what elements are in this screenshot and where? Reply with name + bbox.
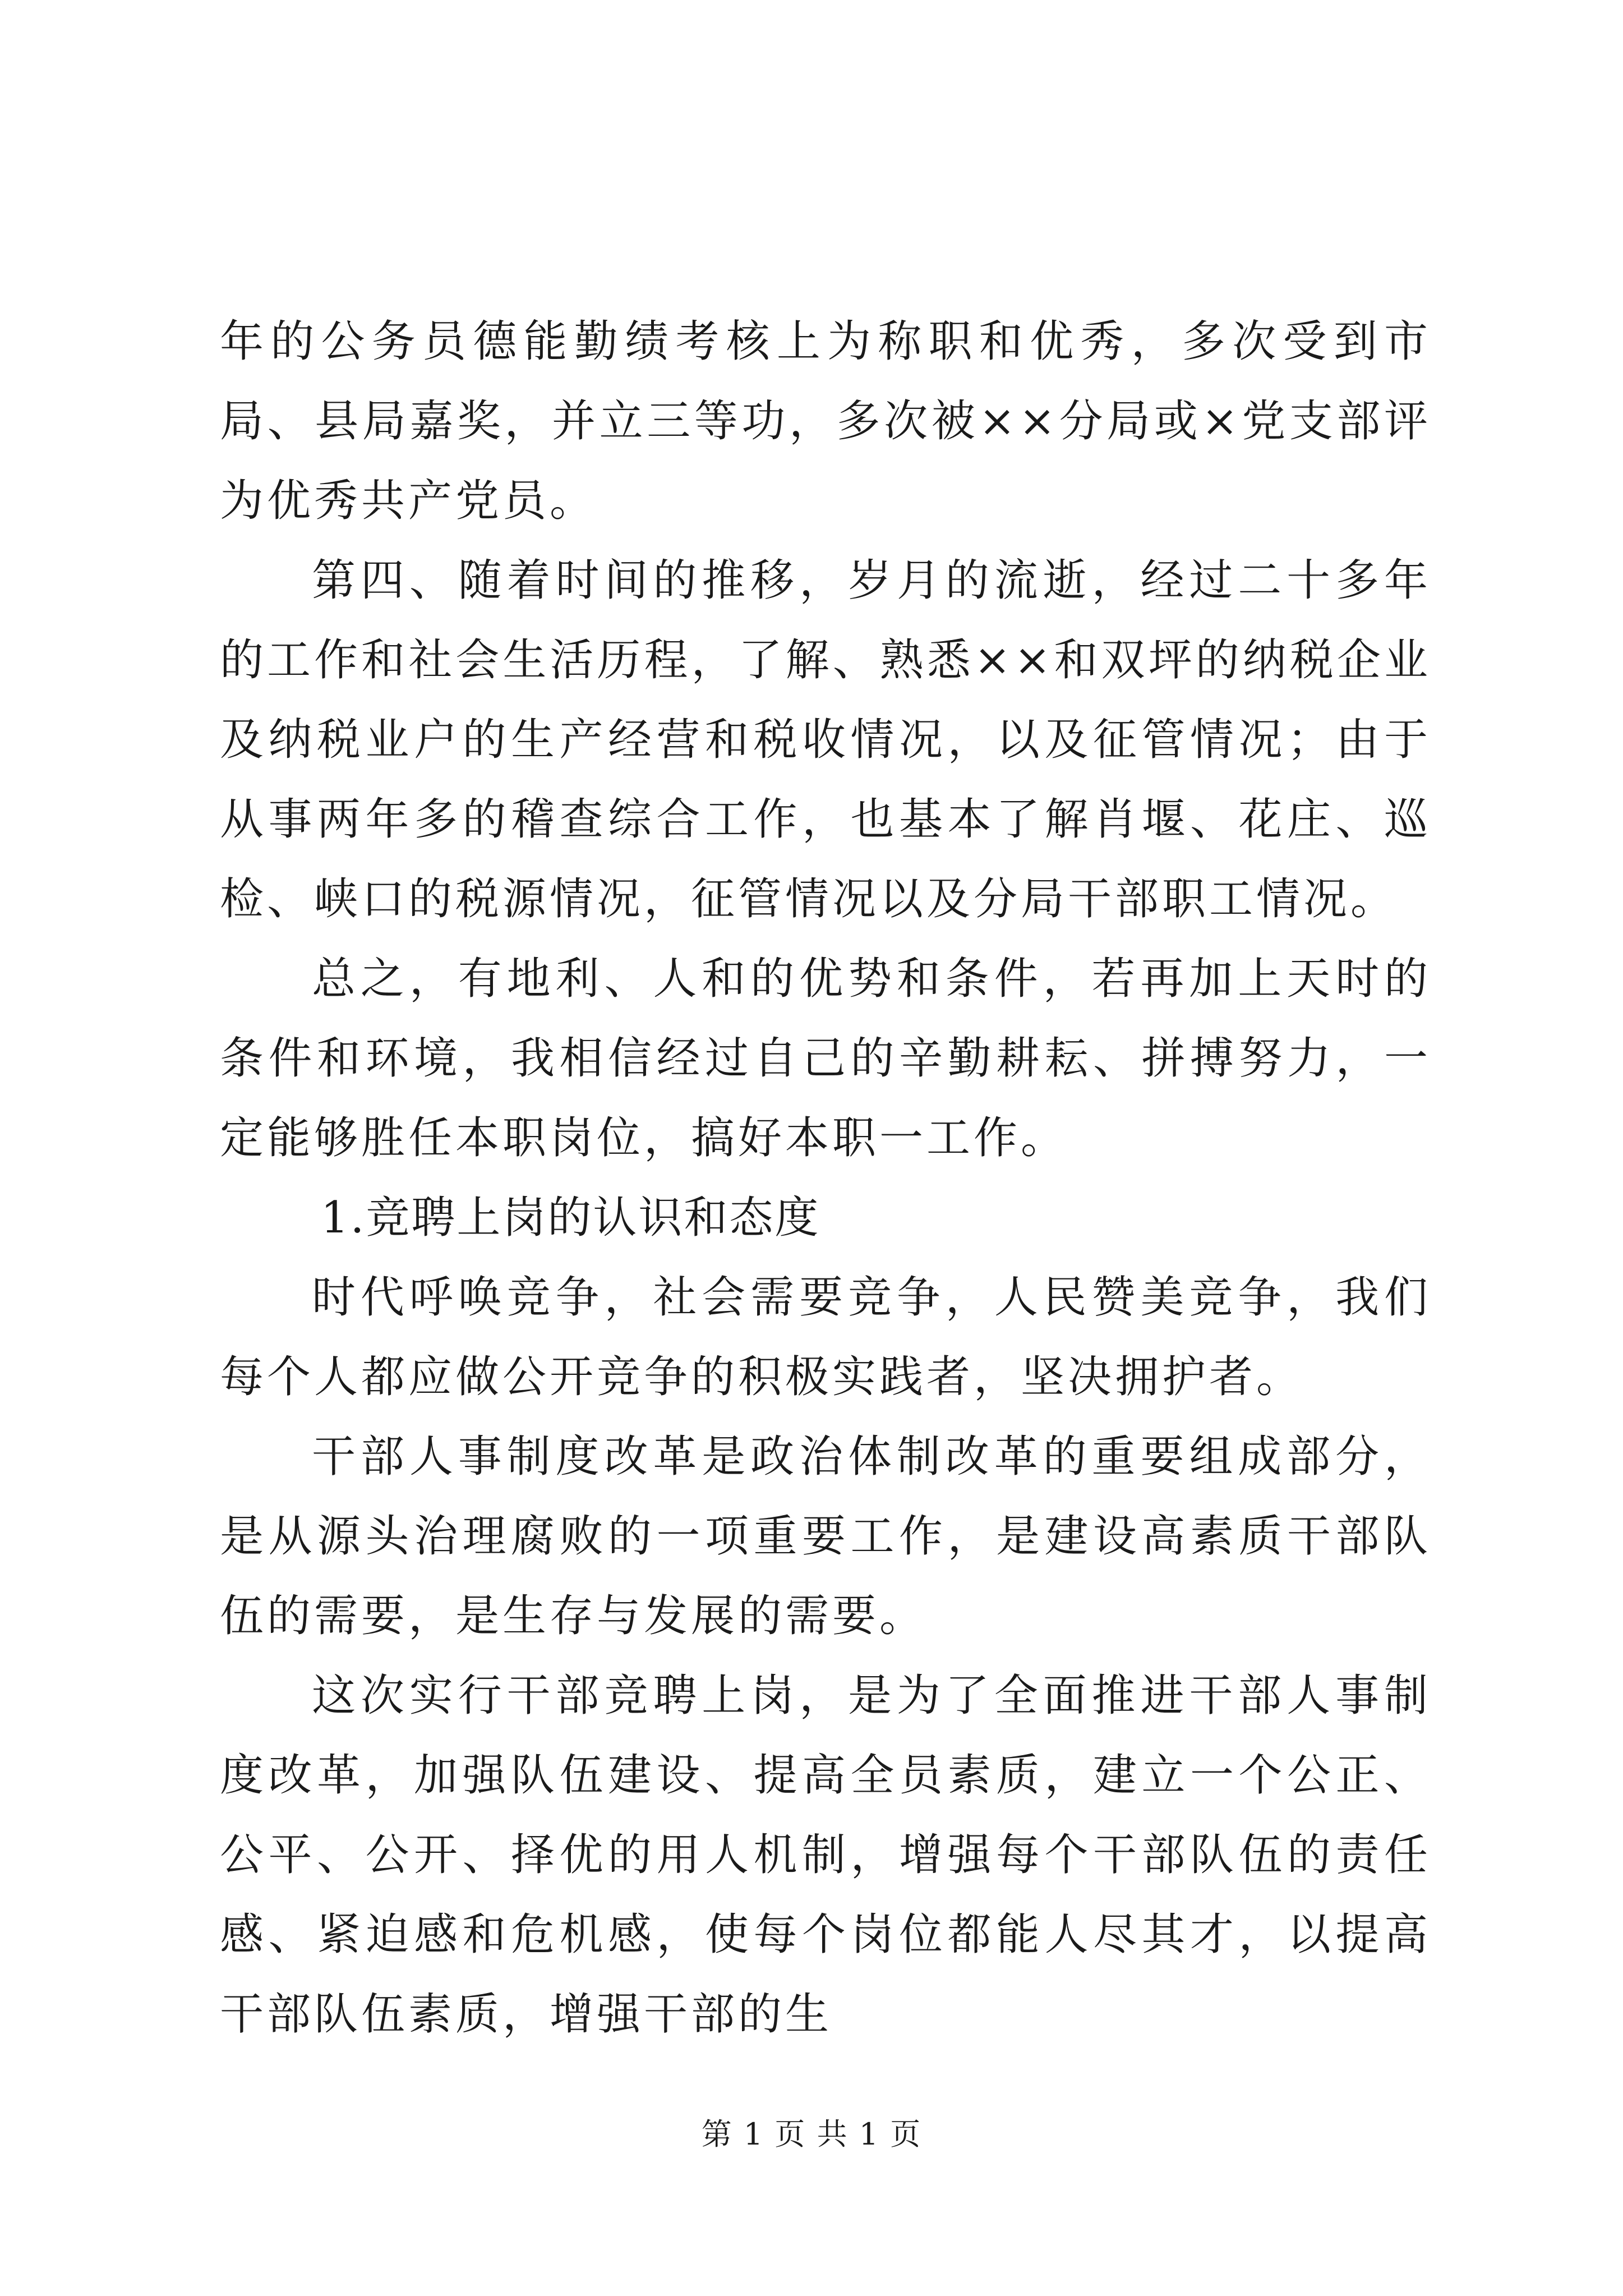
section-heading: 1.竞聘上岗的认识和态度: [321, 1193, 820, 1243]
document-body: [220, 302, 1431, 2054]
page-footer: 第 1 页 共 1 页: [701, 2116, 922, 2152]
paragraph-2: 第四、随着时间的推移，岁月的流逝，经过二十多年的工作和社会生活历程，了解、熟悉××和双坪的纳税企业及纳税业户的生产经营和税收情况，以及征管情况；由于从事两年多的稽查综合工作，也基本了解肖堰、花庄、巡检、峡口的税源情况，征管情况以及分局干部职工情况。: [220, 555, 1431, 924]
paragraph-6: 这次实行干部竞聘上岗，是为了全面推进干部人事制度改革，加强队伍建设、提高全员素质，建立一个公正、公平、公开、择优的用人机制，增强每个干部队伍的责任感、紧迫感和危机感，使每个岗位都能人尽其才，以提高干部队伍素质，增强干部的生: [220, 1671, 1431, 2040]
paragraph-4: 时代呼唤竞争，社会需要竞争，人民赞美竞争，我们每个人都应做公开竞争的积极实践者，坚决拥护者。: [220, 1272, 1431, 1402]
paragraph-3: 总之，有地利、人和的优势和条件，若再加上天时的条件和环境，我相信经过自己的辛勤耕耘、拼搏努力，一定能够胜任本职岗位，搞好本职一工作。: [220, 954, 1431, 1163]
paragraph-1: 年的公务员德能勤绩考核上为称职和优秀，多次受到市局、县局嘉奖，并立三等功，多次被××分局或×党支部评为优秀共产党员。: [220, 316, 1431, 526]
paragraph-5: 干部人事制度改革是政治体制改革的重要组成部分，是从源头治理腐败的一项重要工作，是建设高素质干部队伍的需要，是生存与发展的需要。: [220, 1432, 1431, 1641]
